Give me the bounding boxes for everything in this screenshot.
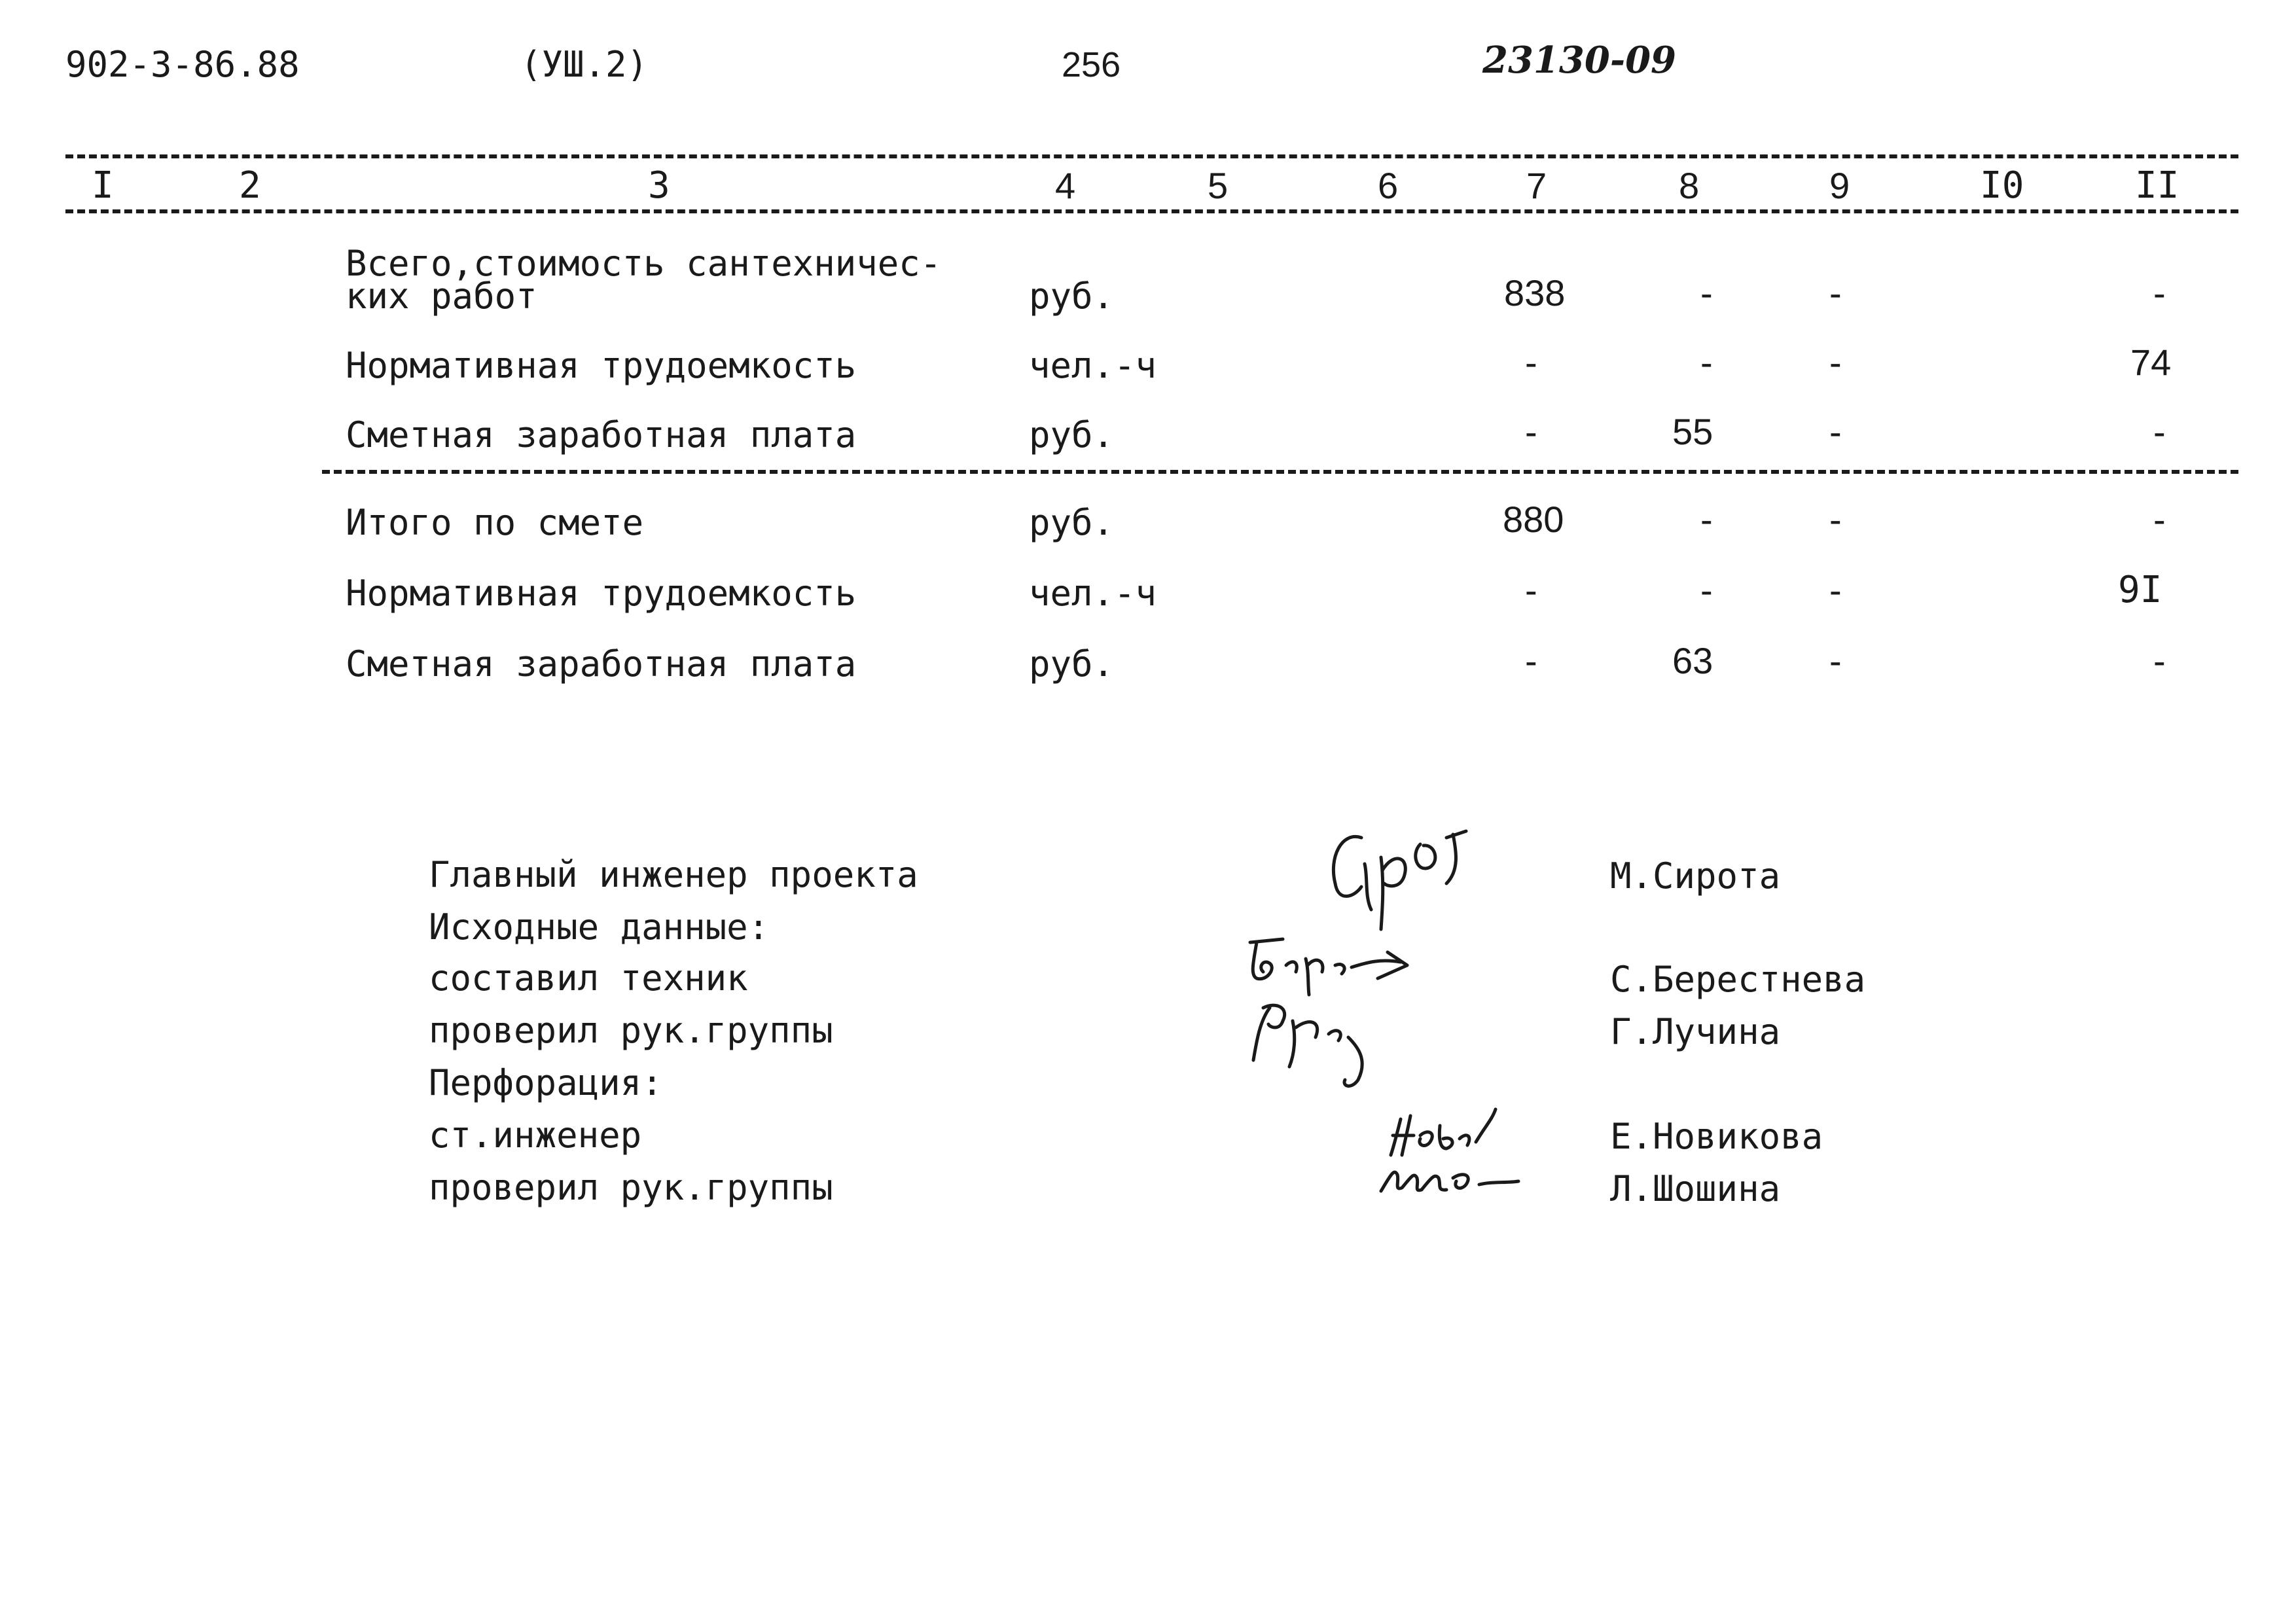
row-name: Сметная заработная плата bbox=[346, 643, 857, 685]
row-name: Нормативная трудоемкость bbox=[346, 573, 857, 614]
column-number-5: 5 bbox=[1208, 165, 1229, 206]
role-chief-engineer: Главный инженер проекта bbox=[429, 854, 918, 895]
signature-berestneva bbox=[1250, 939, 1407, 995]
role-checked-by-2: проверил рук.группы bbox=[429, 1167, 833, 1208]
role-checked-by-1: проверил рук.группы bbox=[429, 1010, 833, 1051]
row-unit: руб. bbox=[1029, 276, 1115, 317]
row-unit: руб. bbox=[1029, 502, 1115, 543]
column-number-6: 6 bbox=[1378, 165, 1399, 206]
row-col8: - bbox=[1700, 272, 1713, 313]
row-col11: - bbox=[2153, 499, 2166, 540]
row-unit: чел.-ч bbox=[1029, 345, 1157, 386]
column-number-2: 2 bbox=[239, 164, 261, 207]
column-number-10: I0 bbox=[1980, 164, 2024, 207]
row-col11: 74 bbox=[2130, 342, 2172, 383]
row-col9: - bbox=[1829, 499, 1842, 540]
row-col11: 9I bbox=[2118, 569, 2162, 611]
column-number-9: 9 bbox=[1829, 165, 1850, 206]
row-name: Сметная заработная плата bbox=[346, 414, 857, 455]
row-col7: 838 bbox=[1504, 272, 1566, 313]
column-number-7: 7 bbox=[1526, 165, 1547, 206]
row-col9: - bbox=[1829, 569, 1842, 611]
row-col8: - bbox=[1700, 569, 1713, 611]
row-col8: 63 bbox=[1672, 640, 1713, 681]
row-name: Итого по смете bbox=[346, 502, 644, 543]
signature-luchina bbox=[1253, 1005, 1362, 1086]
row-unit: руб. bbox=[1029, 414, 1115, 455]
row-col9: - bbox=[1829, 640, 1842, 681]
name-sirota: М.Сирота bbox=[1610, 855, 1781, 897]
signature-novikova bbox=[1391, 1109, 1496, 1155]
table-section-separator bbox=[322, 470, 2238, 474]
row-col7: - bbox=[1525, 342, 1537, 383]
row-col7: - bbox=[1525, 569, 1537, 611]
page-number: 256 bbox=[1062, 45, 1121, 84]
row-col11: - bbox=[2153, 411, 2166, 452]
table-header-bottom-rule bbox=[65, 209, 2238, 213]
role-perforation: Перфорация: bbox=[429, 1062, 663, 1103]
name-novikova: Е.Новикова bbox=[1610, 1116, 1823, 1157]
row-name-line1: Всего,стоимость сантехничес- bbox=[346, 243, 942, 284]
row-col7: 880 bbox=[1503, 499, 1564, 540]
row-col11: - bbox=[2153, 640, 2166, 681]
row-unit: руб. bbox=[1029, 643, 1115, 685]
row-col9: - bbox=[1829, 411, 1842, 452]
role-source-data: Исходные данные: bbox=[429, 906, 770, 948]
row-col8: - bbox=[1700, 342, 1713, 383]
name-luchina: Г.Лучина bbox=[1610, 1011, 1781, 1052]
column-number-3: 3 bbox=[648, 164, 670, 207]
column-number-11: II bbox=[2135, 164, 2179, 207]
handwritten-signatures bbox=[1230, 812, 1571, 1204]
column-number-4: 4 bbox=[1055, 165, 1076, 206]
column-number-8: 8 bbox=[1679, 165, 1700, 206]
row-col7: - bbox=[1525, 640, 1537, 681]
volume-label: (УШ.2) bbox=[520, 44, 649, 85]
column-number-1: I bbox=[92, 164, 114, 207]
row-col7: - bbox=[1525, 411, 1537, 452]
row-col9: - bbox=[1829, 342, 1842, 383]
role-senior-engineer: ст.инженер bbox=[429, 1115, 642, 1156]
archive-number: 23130-09 bbox=[1482, 39, 1676, 82]
signature-sirota bbox=[1333, 831, 1466, 929]
signature-shoshina bbox=[1381, 1172, 1518, 1191]
name-berestneva: С.Берестнева bbox=[1610, 959, 1866, 1000]
row-name-line2: ких работ bbox=[346, 276, 537, 317]
role-compiled-by: составил техник bbox=[429, 957, 748, 999]
row-col8: 55 bbox=[1672, 411, 1713, 452]
row-col11: - bbox=[2153, 272, 2166, 313]
table-header-top-rule bbox=[65, 154, 2238, 158]
row-col9: - bbox=[1829, 272, 1842, 313]
document-code: 902-3-86.88 bbox=[65, 44, 300, 85]
row-col8: - bbox=[1700, 499, 1713, 540]
row-name: Нормативная трудоемкость bbox=[346, 345, 857, 386]
name-shoshina: Л.Шошина bbox=[1610, 1168, 1781, 1209]
row-unit: чел.-ч bbox=[1029, 573, 1157, 614]
